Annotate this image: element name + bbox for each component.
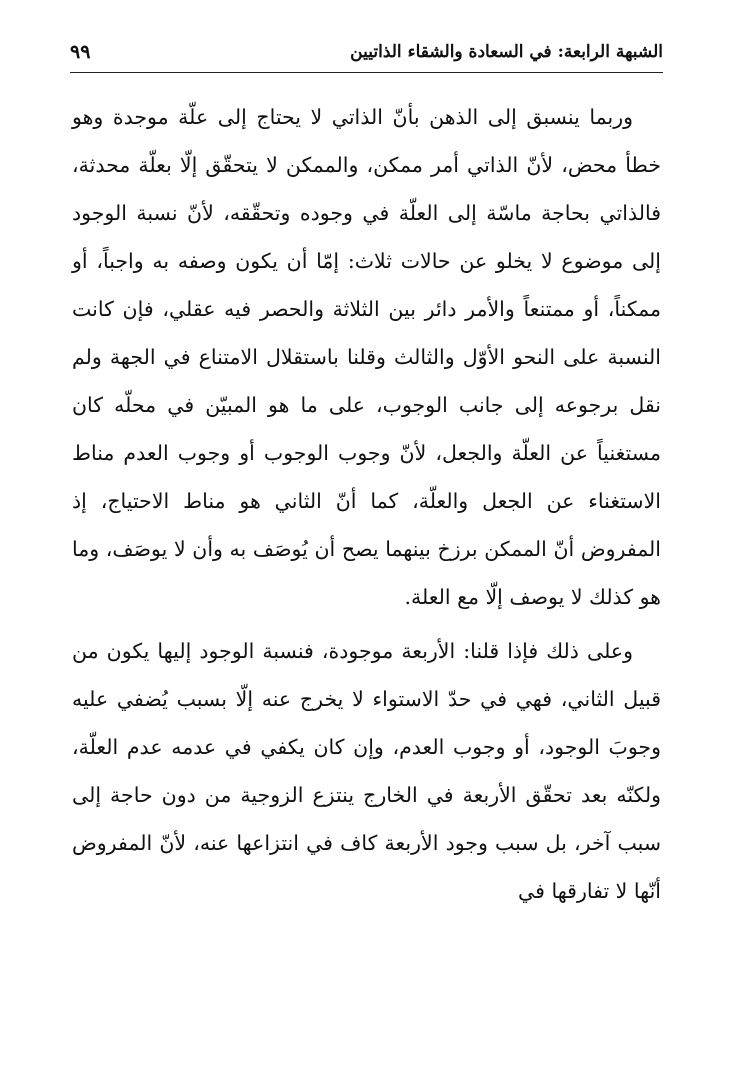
paragraph: وعلى ذلك فإذا قلنا: الأربعة موجودة، فنسبة الوجود إليها يكون من قبيل الثاني، فهي في حدّ الاستواء لا يخرج عنه إلّا بسبب يُضفي عليه وجوبَ الوجود، أو وجوب العدم، وإن كان يكفي في عدمه عدم العلّة، ولكنّه بعد تحقّق الأربعة في الخارج ينتزع الزوجية من دون حاجة إلى سبب آخر، بل سبب وجود الأربعة كاف في انتزاعها عنه، لأنّ المفروض أنّها لا تفارقها في <box>72 639 661 903</box>
chapter-title: الشبهة الرابعة: في السعادة والشقاء الذاتيين <box>350 42 663 62</box>
running-header <box>70 34 663 70</box>
paragraph: وربما ينسبق إلى الذهن بأنّ الذاتي لا يحتاج إلى علّة موجدة وهو خطأ محض، لأنّ الذاتي أمر ممكن، والممكن لا يتحقّق إلّا بعلّة محدثة، فالذاتي بحاجة ماسّة إلى العلّة في وجوده وتحقّقه، لأنّ نسبة الوجود إلى موضوع لا يخلو عن حالات ثلاث: إمّا أن يكون وصفه به واجباً، أو ممكناً، أو ممتنعاً والأمر دائر بين الثلاثة والحصر فيه عقلي، فإن كانت النسبة على النحو الأوّل والثالث وقلنا باستقلال الامتناع في الجهة ولم نقل برجوعه إلى جانب الوجوب، على ما هو المبيّن في محلّه كان مستغنياً عن العلّة والجعل، لأنّ وجوب الوجوب أو وجوب العدم مناط الاستغناء عن الجعل والعلّة، كما أنّ الثاني هو مناط الاحتياج، إذ المفروض أنّ الممكن برزخ بينهما يصح أن يُوصَف به وأن لا يوصَف، وما هو كذلك لا يوصف إلّا مع العلة. <box>72 105 661 609</box>
page-number: ٩٩ <box>70 41 91 63</box>
body-text <box>72 93 661 915</box>
header-divider <box>70 72 663 73</box>
